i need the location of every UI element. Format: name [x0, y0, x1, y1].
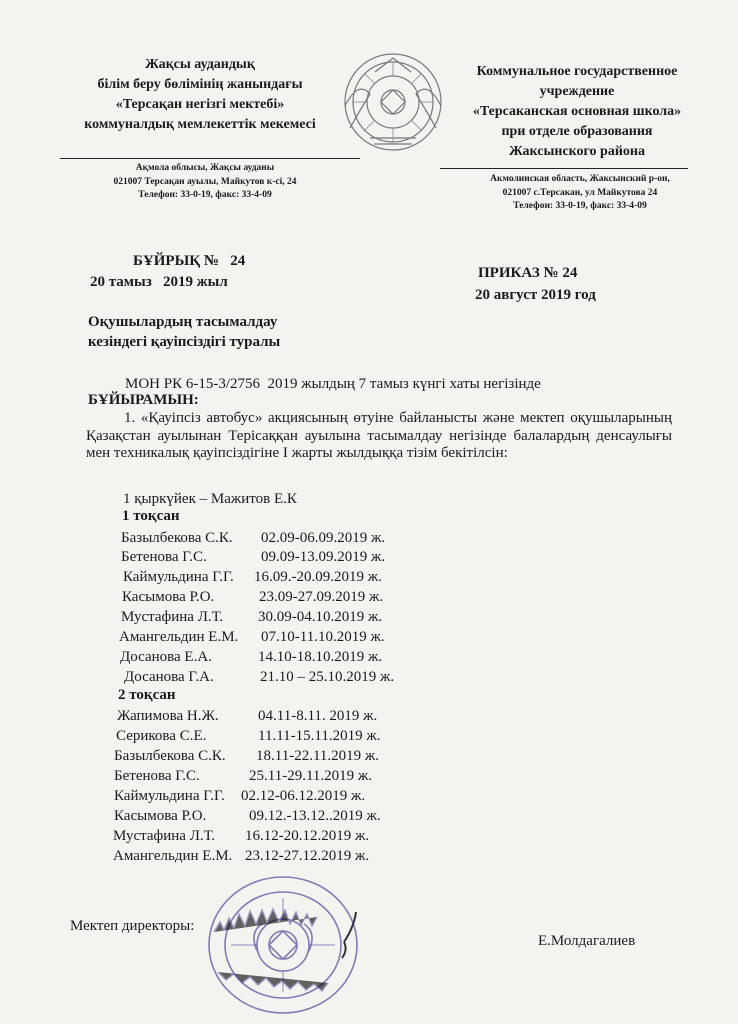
- duty-dates: 16.09.-20.09.2019 ж.: [254, 569, 382, 585]
- header-kz-line: «Терсақан негізгі мектебі»: [115, 97, 285, 112]
- duty-dates: 16.12-20.12.2019 ж.: [245, 828, 370, 844]
- person-name: Мустафина Л.Т.: [113, 828, 216, 844]
- address-kz-line: Ақмола облысы, Жақсы ауданы: [135, 163, 275, 173]
- duty-dates: 11.11-15.11.2019 ж.: [258, 728, 381, 744]
- header-ru-line: при отделе образования: [501, 124, 653, 139]
- list-item: [114, 788, 366, 805]
- duty-dates: 30.09-04.10.2019 ж.: [258, 609, 383, 625]
- quarter2-label: 2 тоқсан: [118, 687, 176, 703]
- address-kz: [85, 162, 325, 203]
- person-name: Серикова С.Е.: [116, 728, 207, 744]
- subject: [88, 312, 280, 352]
- duty-dates: 02.09-06.09.2019 ж.: [261, 530, 386, 546]
- header-ru-line: «Терсаканская основная школа»: [472, 104, 682, 119]
- person-name: Амангельдин Е.М.: [113, 848, 233, 864]
- list-item: [121, 549, 386, 566]
- person-name: Бетенова Г.С.: [114, 768, 200, 784]
- list-item: [114, 768, 372, 785]
- signature-label: Мектеп директоры:: [70, 918, 195, 934]
- header-kz-line: білім беру бөлімінің жанындағы: [97, 77, 303, 92]
- list-item: [114, 808, 381, 825]
- list-item: [124, 669, 395, 686]
- address-kz-line: 021007 Терсақан ауылы, Майкутов к-сі, 24: [113, 176, 297, 187]
- person-name: Жапимова Н.Ж.: [117, 708, 219, 724]
- round-stamp-icon: [204, 872, 362, 1018]
- list-item: [116, 728, 381, 745]
- person-name: Касымова Р.О.: [114, 808, 207, 824]
- list-item: [120, 649, 383, 666]
- address-ru: [465, 173, 695, 214]
- header-ru: [462, 62, 692, 162]
- header-rule-right: [440, 168, 688, 169]
- first-line: 1 қыркүйек – Мажитов Е.К: [123, 491, 297, 507]
- person-name: Базылбекова С.К.: [121, 530, 233, 546]
- quarter1-label: 1 тоқсан: [122, 508, 180, 524]
- order-date-ru: 20 август 2019 год: [475, 287, 596, 303]
- list-item: [113, 828, 370, 845]
- person-name: Базылбекова С.К.: [114, 748, 226, 764]
- person-name: Досанова Г.А.: [124, 669, 214, 685]
- order-date-kz: 20 тамыз 2019 жыл: [90, 274, 228, 290]
- paragraph-1: 1. «Қауіпсіз автобус» акциясының өтуіне байланысты және мектеп оқушыларының Қазақстан ауылынан Терісаққан ауылына тасымалдау негізінде балалардың денсаулығы мен техникалық қауіпсіздігіне I жарты жылдыққа тізім бекітілсін:: [86, 410, 672, 461]
- person-name: Каймульдина Г.Г.: [114, 788, 225, 804]
- header-kz: [80, 55, 320, 135]
- duty-dates: 21.10 – 25.10.2019 ж.: [260, 669, 395, 685]
- person-name: Досанова Е.А.: [120, 649, 212, 665]
- duty-dates: 02.12-06.12.2019 ж.: [241, 788, 366, 804]
- header-kz-line: коммуналдық мемлекеттік мекемесі: [84, 117, 316, 132]
- header-kz-line: Жақсы аудандық: [145, 57, 255, 72]
- basis-line: МОН РК 6-15-3/2756 2019 жылдың 7 тамыз күнгі хаты негізінде: [125, 376, 541, 392]
- duty-dates: 18.11-22.11.2019 ж.: [256, 748, 379, 764]
- list-item: [121, 530, 386, 547]
- person-name: Касымова Р.О.: [122, 589, 215, 605]
- duty-dates: 07.10-11.10.2019 ж.: [261, 629, 385, 645]
- address-ru-line: Телефон: 33-0-19, факс: 33-4-09: [513, 201, 647, 211]
- address-ru-line: Акмолинская область, Жаксынский р-он,: [490, 174, 670, 184]
- person-name: Мустафина Л.Т.: [121, 609, 224, 625]
- state-emblem-icon: [340, 50, 446, 154]
- signature-name: Е.Молдагалиев: [538, 933, 636, 949]
- duty-dates: 04.11-8.11. 2019 ж.: [258, 708, 378, 724]
- list-item: [114, 748, 379, 765]
- list-item: [122, 589, 384, 606]
- address-kz-line: Телефон: 33-0-19, факс: 33-4-09: [138, 190, 272, 200]
- address-ru-line: 021007 с.Терсакан, ул Майкутова 24: [502, 187, 658, 198]
- person-name: Каймульдина Г.Г.: [123, 569, 234, 585]
- duty-dates: 25.11-29.11.2019 ж.: [249, 768, 372, 784]
- person-name: Бетенова Г.С.: [121, 549, 207, 565]
- subject-line: Оқушылардың тасымалдау: [88, 314, 278, 330]
- header-ru-line: учреждение: [539, 84, 615, 99]
- list-item: [113, 848, 370, 865]
- order-title-kz: БҰЙРЫҚ № 24: [133, 253, 246, 269]
- duty-dates: 09.12.-13.12..2019 ж.: [249, 808, 381, 824]
- person-name: Амангельдин Е.М.: [119, 629, 239, 645]
- duty-dates: 23.12-27.12.2019 ж.: [245, 848, 370, 864]
- header-ru-line: Жаксынского района: [509, 144, 645, 159]
- list-item: [121, 609, 383, 626]
- list-item: [119, 629, 385, 646]
- subject-line: кезіндегі қауіпсіздігі туралы: [88, 334, 281, 350]
- duty-dates: 14.10-18.10.2019 ж.: [258, 649, 383, 665]
- list-item: [117, 708, 378, 725]
- command: БҰЙЫРАМЫН:: [88, 392, 199, 408]
- list-item: [123, 569, 382, 586]
- duty-dates: 09.09-13.09.2019 ж.: [261, 549, 386, 565]
- header-ru-line: Коммунальное государственное: [476, 64, 678, 79]
- order-title-ru: ПРИКАЗ № 24: [478, 265, 578, 281]
- header-rule-left: [60, 158, 360, 159]
- duty-dates: 23.09-27.09.2019 ж.: [259, 589, 384, 605]
